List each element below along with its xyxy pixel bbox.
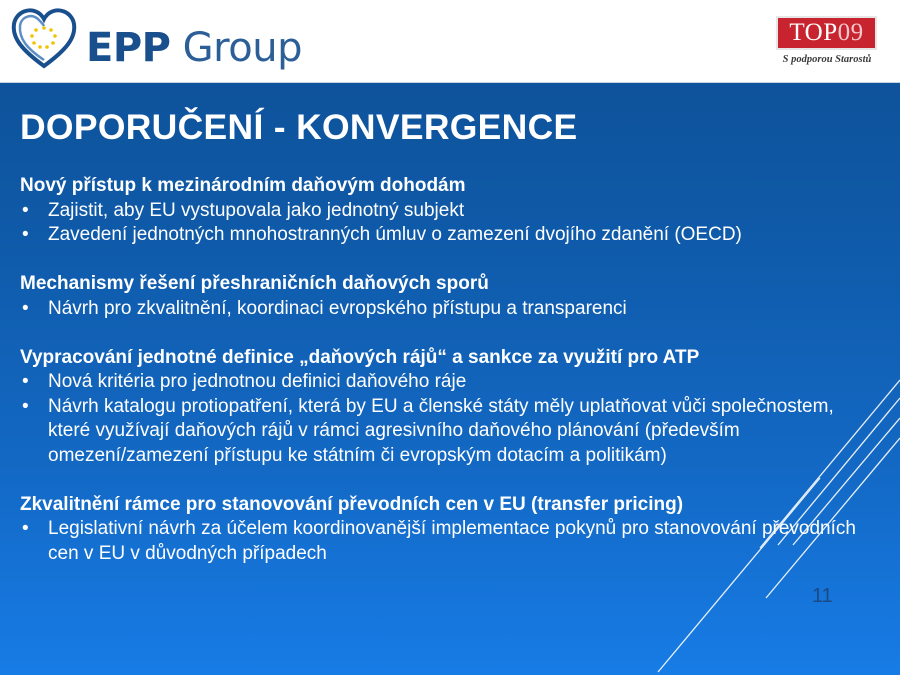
- bullet-icon: •: [22, 518, 29, 539]
- bullet-item: [20, 370, 880, 395]
- header-bar: [0, 0, 900, 83]
- bullet-text: Návrh katalogu protiopatření, která by EU a členské státy měly uplatňovat vůči společnostem, které využívají daňových rájů v rámci agresivního daňového plánování (především omezení/zamezení přístupu ke státním či evropským dotacím a politikám): [48, 395, 834, 466]
- bullet-item: [20, 517, 880, 566]
- bullet-icon: •: [22, 297, 29, 319]
- epp-group-logo-text: [86, 26, 302, 70]
- top09-logo-icon: [776, 16, 877, 50]
- bullet-text: Návrh pro zkvalitnění, koordinaci evropského přístupu a transparenci: [48, 297, 627, 319]
- bullet-item: [20, 199, 880, 224]
- slide-title: DOPORUČENÍ - KONVERGENCE: [20, 107, 578, 147]
- bullet-icon: •: [22, 371, 29, 392]
- section-heading: Mechanismy řešení přeshraničních daňových sporů: [20, 273, 489, 294]
- bullet-text: Legislativní návrh za účelem koordinovanější implementace pokynů pro stanovování převodních cen v EU v důvodných případech: [48, 518, 856, 564]
- top09-logo-number: 09: [837, 19, 864, 46]
- bullet-text: Zajistit, aby EU vystupovala jako jednotný subjekt: [48, 199, 465, 221]
- bullet-item: [20, 395, 880, 469]
- bullet-item: [20, 223, 880, 248]
- top09-subtitle: S podporou Starostů: [782, 54, 872, 65]
- epp-logo-group: Group: [170, 25, 302, 71]
- bullet-icon: •: [22, 224, 29, 245]
- top09-logo-top: TOP: [789, 19, 838, 46]
- slide-content: [20, 174, 880, 591]
- bullet-text: Nová kritéria pro jednotnou definici daňového ráje: [48, 371, 467, 392]
- page-number: 11: [812, 585, 833, 607]
- section-heading: Nový přístup k mezinárodním daňovým dohodám: [20, 175, 466, 196]
- section-heading: Vypracování jednotné definice „daňových rájů“ a sankce za využití pro ATP: [20, 346, 700, 368]
- epp-heart-logo-icon: [8, 4, 80, 70]
- section: [20, 493, 880, 567]
- bullet-icon: •: [22, 395, 29, 417]
- bullet-icon: •: [22, 199, 29, 221]
- section: [20, 174, 880, 248]
- section: [20, 272, 880, 321]
- bullet-text: Zavedení jednotných mnohostranných úmluv o zamezení dvojího zdanění (OECD): [48, 224, 742, 245]
- section-heading: Zkvalitnění rámce pro stanovování převodních cen v EU (transfer pricing): [20, 493, 684, 515]
- bullet-item: [20, 297, 880, 322]
- epp-logo-bold: EPP: [86, 25, 171, 71]
- section: [20, 346, 880, 469]
